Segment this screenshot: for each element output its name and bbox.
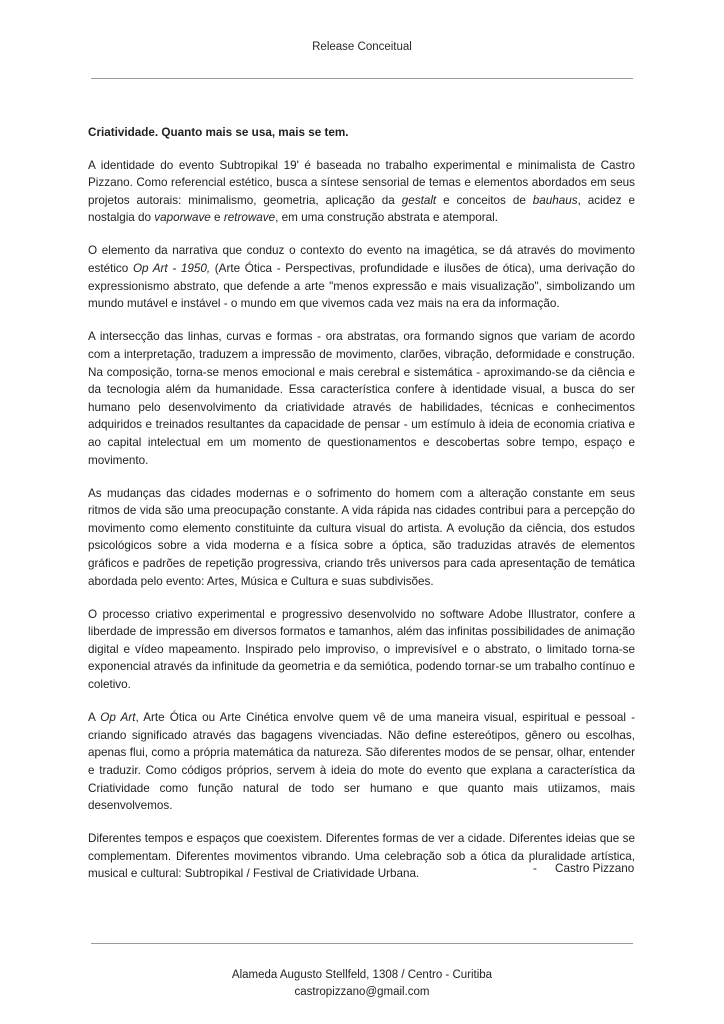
paragraph-6-text-b: , Arte Ótica ou Arte Cinética envolve quem vê de uma maneira visual, espiritual e pessoal - criando significado através das bagagens vivenciadas. Não define estereótipos, gênero ou escolhas, apenas flui, como a própria matemática da natureza. São diferentes modos de se pensar, olhar, entender e traduzir. Como códigos próprios, servem à ideia do mote do evento que explana a característica da Criatividade como função natural de todo ser humano e que quanto mais utiizamos, mais desenvolvemos.: [88, 711, 636, 813]
paragraph-1-text-d: e: [210, 211, 224, 225]
paragraph-7: Diferentes tempos e espaços que coexistem. Diferentes formas de ver a cidade. Diferentes ideias que se complementam. Diferentes movimentos vibrando. Uma celebração sob a ótica da pluralidade artística, musical e cultural: Subtropikal / Festival de Criatividade Urbana.: [88, 832, 635, 881]
paragraph-1-text-e: , em uma construção abstrata e atemporal.: [275, 211, 498, 225]
header-divider: [91, 78, 633, 79]
term-gestalt: gestalt: [401, 193, 437, 207]
term-op-art-1950: Op Art - 1950,: [132, 262, 211, 276]
signature-name: Castro Pizzano: [555, 862, 635, 875]
paragraph-1-text-b: e conceitos de: [436, 193, 533, 207]
footer-divider: [91, 943, 633, 944]
paragraph-3: A intersecção das linhas, curvas e formas - ora abstratas, ora formando signos que variam de acordo com a interpretação, traduzem a impressão de movimento, clarões, vibração, deformidade e construção. Na composição, torna-se menos emocional e mais cerebral e sistemática - aproximando-se da ciência e da tecnologia além da humanidade. Essa característica confere à identidade visual, a busca do ser humano pelo desenvolvimento da criatividade através de habilidades, técnicas e conhecimentos adquiridos e treinados resultantes da capacidade de pensar - um estímulo à ideia de economia criativa e ao capital intelectual em um momento de questionamentos e descobertas sobre tempo, espaço e movimento.: [88, 330, 635, 467]
page-footer: [0, 967, 724, 1001]
paragraph-6: [88, 709, 635, 815]
signature: [533, 862, 634, 875]
document-title: Criatividade. Quanto mais se usa, mais se tem.: [88, 126, 349, 139]
footer-address: Alameda Augusto Stellfeld, 1308 / Centro - Curitiba: [231, 969, 493, 981]
paragraph-4: As mudanças das cidades modernas e o sofrimento do homem com a alteração constante em seus ritmos de vida são uma preocupação constante. A vida rápida nas cidades contribui para a percepção do movimento como elemento constituinte da cultura visual do artista. A evolução da ciência, dos estudos psicológicos sobre a vida moderna e a física sobre a óptica, são traduzidas através de elementos gráficos e padrões de repetição progressiva, criando três universos para cada apresentação de temática abordada pelo evento: Artes, Música e Cultura e suas subdivisões.: [88, 486, 635, 588]
paragraph-6-text-a: A: [88, 711, 101, 725]
term-retrowave: retrowave: [223, 211, 276, 225]
paragraph-2: [88, 242, 635, 312]
document-body: [88, 124, 635, 898]
footer-email: castropizzano@gmail.com: [294, 986, 430, 998]
signature-dash: -: [533, 862, 537, 875]
paragraph-1: [88, 157, 635, 227]
paragraph-2-text-b: (Arte Ótica - Perspectivas, profundidade e ilusões de ótica), uma derivação do expressionismo abstrato, que defende a arte "menos expressão e mais visualização", simbolizando um mundo mutável e instável - o mundo em que vivemos cada vez mais na era da informação.: [88, 262, 635, 311]
paragraph-1-text-c: , acidez e nostalgia do: [88, 193, 635, 225]
term-bauhaus: bauhaus: [532, 193, 578, 207]
page-header: Release Conceitual: [312, 41, 412, 53]
term-op-art: Op Art: [100, 711, 136, 725]
term-vaporwave: vaporwave: [154, 211, 211, 225]
paragraph-5: O processo criativo experimental e progressivo desenvolvido no software Adobe Illustrator, confere a liberdade de impressão em diversos formatos e tamanhos, além das infinitas possibilidades de animação digital e vídeo mapeamento. Inspirado pelo improviso, o imprevisível e o abstrato, o limitado torna-se exponencial através da infinitude da geometria e da semiótica, podendo tornar-se um trabalho contínuo e coletivo.: [88, 607, 635, 692]
paragraph-1-text-a: A identidade do evento Subtropikal 19' é baseada no trabalho experimental e minimalista de Castro Pizzano. Como referencial estético, busca a síntese sensorial de temas e elementos abordados em seus projetos autorais: minimalismo, geometria, aplicação da: [88, 158, 635, 207]
paragraph-2-text-a: O elemento da narrativa que conduz o contexto do evento na imagética, se dá através do movimento estético: [88, 244, 635, 276]
